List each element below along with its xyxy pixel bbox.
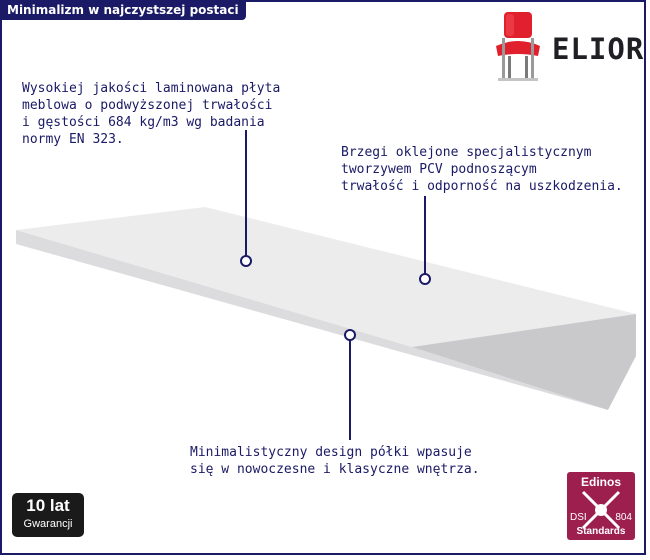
warranty-years: 10 lat xyxy=(26,496,70,515)
certificate-name: Edinos xyxy=(580,475,621,489)
feature-edges-text: Brzegi oklejone specjalistycznym tworzywem PCV podnoszącym trwałość i odporność na uszkodzenia. xyxy=(341,145,623,194)
certificate-number: 804 xyxy=(615,512,632,523)
brand-name: ELIOR xyxy=(552,32,645,66)
warranty-label: Gwarancji xyxy=(23,518,73,530)
page-title: Minimalizm w najczystszej postaci xyxy=(0,0,246,20)
callout-dot-material xyxy=(241,256,251,266)
feature-design-text: Minimalistyczny design półki wpasuje się w nowoczesne i klasyczne wnętrza. xyxy=(190,445,480,477)
feature-material-text: Wysokiej jakości laminowana płyta meblowa o podwyższonej trwałości i gęstości 684 kg/m3 wg badania normy EN 323. xyxy=(22,81,281,147)
certificate-badge xyxy=(567,472,635,540)
warranty-badge xyxy=(12,493,84,537)
certificate-standard: DSI xyxy=(570,512,587,523)
certificate-subtitle: Standards xyxy=(576,526,626,537)
callout-dot-design xyxy=(345,330,355,340)
callout-dot-edges xyxy=(420,274,430,284)
